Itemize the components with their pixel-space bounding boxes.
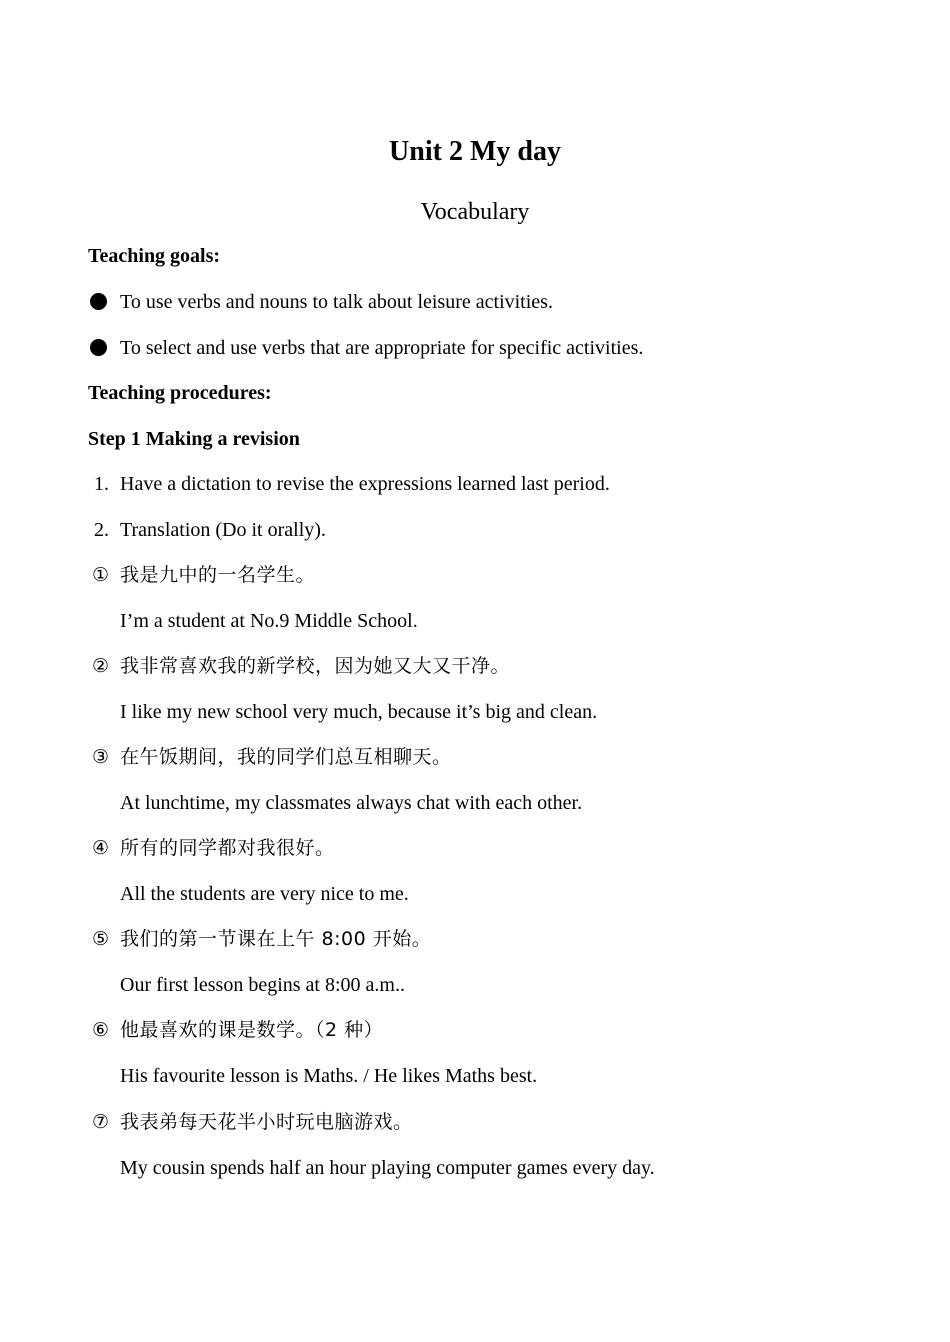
translation-english: All the students are very nice to me. [120,883,409,905]
item-marker: ④ [92,837,110,859]
item-marker: ⑤ [92,928,110,950]
item-marker: ③ [92,746,110,768]
step-number: 2. [94,519,109,541]
page-subtitle: Vocabulary [420,199,530,225]
item-marker: ① [92,564,110,586]
translation-english: His favourite lesson is Maths. / He likes Maths best. [120,1065,538,1087]
page-title: Unit 2 My day [389,136,561,167]
bullet-icon [90,293,107,310]
step-text: Have a dictation to revise the expressions learned last period. [120,473,610,495]
chinese-sentence: 在午饭期间，我的同学们总互相聊天。 [120,746,452,768]
item-marker: ⑦ [92,1111,110,1133]
procedures-heading: Teaching procedures: [88,382,272,404]
translation-english: My cousin spends half an hour playing computer games every day. [120,1157,655,1179]
item-marker: ⑥ [92,1019,110,1041]
step-number: 1. [94,473,109,495]
chinese-sentence: 所有的同学都对我很好。 [120,837,335,859]
chinese-sentence: 我非常喜欢我的新学校，因为她又大又干净。 [120,655,511,677]
goal-text: To use verbs and nouns to talk about leisure activities. [120,291,553,313]
chinese-sentence: 他最喜欢的课是数学。（2 种） [120,1019,384,1041]
translation-english: I like my new school very much, because it’s big and clean. [120,701,598,723]
goals-heading: Teaching goals: [88,245,221,267]
chinese-sentence: 我是九中的一名学生。 [120,564,316,586]
chinese-sentence: 我表弟每天花半小时玩电脑游戏。 [120,1111,413,1133]
chinese-sentence: 我们的第一节课在上午 8:00 开始。 [120,928,432,950]
step-text: Translation (Do it orally). [120,519,326,541]
step1-heading: Step 1 Making a revision [88,428,300,450]
translation-english: Our first lesson begins at 8:00 a.m.. [120,974,405,996]
bullet-icon [90,339,107,356]
translation-english: At lunchtime, my classmates always chat with each other. [120,792,583,814]
translation-english: I’m a student at No.9 Middle School. [120,610,418,632]
item-marker: ② [92,655,110,677]
goal-text: To select and use verbs that are appropriate for specific activities. [120,337,644,359]
